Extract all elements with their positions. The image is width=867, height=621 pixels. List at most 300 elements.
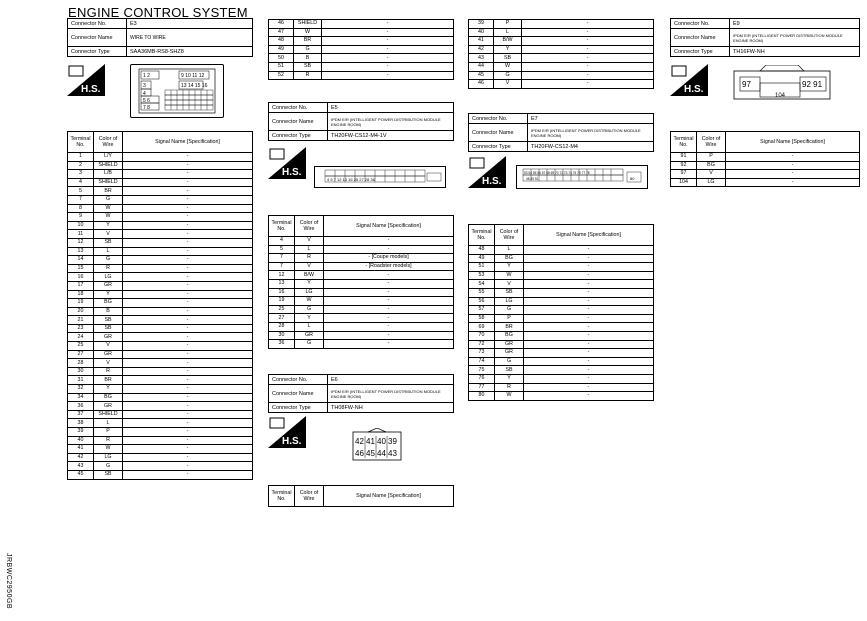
table-row: [469, 366, 654, 375]
signal-cell: - [Roadster models]: [324, 262, 454, 271]
terminal-cell: 72: [469, 340, 495, 349]
table-row: [671, 170, 860, 179]
table-row: [68, 367, 253, 376]
color-cell: V: [295, 237, 324, 246]
terminal-cell: 45: [469, 71, 494, 80]
table-row: [68, 307, 253, 316]
signal-header: Signal Name [Specification]: [324, 486, 454, 507]
harness-side-icon: [468, 156, 506, 188]
color-cell: BG: [94, 393, 123, 402]
signal-cell: -: [123, 238, 253, 247]
table-row: [269, 322, 454, 331]
signal-cell: -: [123, 221, 253, 230]
color-cell: LG: [295, 288, 324, 297]
color-cell: Y: [495, 263, 524, 272]
connector-no-value: E6: [328, 375, 454, 385]
signal-cell: -: [123, 453, 253, 462]
terminal-header: Terminal No.: [671, 132, 697, 153]
connector-name-label: Connector Name: [269, 385, 328, 403]
color-cell: SB: [494, 54, 522, 63]
table-row: [68, 436, 253, 445]
terminal-cell: 18: [68, 290, 94, 299]
color-cell: G: [494, 71, 522, 80]
color-cell: SB: [94, 324, 123, 333]
signal-cell: -: [123, 195, 253, 204]
color-cell: V: [94, 342, 123, 351]
table-row: [68, 299, 253, 308]
terminal-cell: 20: [68, 307, 94, 316]
terminal-cell: 58: [469, 314, 495, 323]
table-row: [68, 376, 253, 385]
terminal-cell: 48: [469, 246, 495, 255]
connector-e5-face: [314, 166, 446, 188]
table-row: [68, 273, 253, 282]
connector-no-value: E9: [730, 19, 860, 29]
signal-cell: -: [123, 316, 253, 325]
signal-cell: -: [522, 20, 654, 29]
signal-cell: -: [524, 288, 654, 297]
svg-text:39: 39: [388, 437, 397, 446]
signal-cell: -: [522, 62, 654, 71]
color-cell: W: [94, 445, 123, 454]
signal-cell: -: [324, 322, 454, 331]
table-row: [68, 161, 253, 170]
connector-e9-pin-table: [670, 131, 860, 187]
connector-e3-pin-table: [67, 131, 253, 480]
color-cell: L: [94, 419, 123, 428]
color-cell: W: [495, 271, 524, 280]
color-cell: G: [295, 305, 324, 314]
table-row: [469, 271, 654, 280]
color-cell: L: [295, 322, 324, 331]
terminal-cell: 7: [269, 262, 295, 271]
signal-cell: -: [726, 170, 860, 179]
color-cell: Y: [94, 385, 123, 394]
table-row: [469, 263, 654, 272]
signal-cell: -: [123, 324, 253, 333]
svg-text:9 10 11 12: 9 10 11 12: [181, 73, 205, 79]
color-cell: Y: [494, 45, 522, 54]
table-row: [269, 62, 454, 71]
color-cell: G: [94, 256, 123, 265]
terminal-cell: 24: [68, 333, 94, 342]
signal-cell: -: [324, 279, 454, 288]
table-row: [469, 280, 654, 289]
color-cell: V: [494, 80, 522, 89]
terminal-cell: 92: [671, 161, 697, 170]
signal-cell: -: [524, 366, 654, 375]
color-cell: BG: [495, 331, 524, 340]
terminal-cell: 13: [269, 279, 295, 288]
table-row: [68, 170, 253, 179]
terminal-cell: 4: [269, 237, 295, 246]
terminal-cell: 17: [68, 281, 94, 290]
table-row: [469, 306, 654, 315]
connector-e6-face: [352, 428, 402, 462]
connector-type-label: Connector Type: [269, 131, 328, 141]
terminal-cell: 91: [671, 153, 697, 162]
terminal-cell: 75: [469, 366, 495, 375]
connector-type-label: Connector Type: [469, 142, 528, 152]
table-row: [68, 428, 253, 437]
signal-cell: -: [524, 383, 654, 392]
table-row: [671, 161, 860, 170]
color-cell: V: [697, 170, 726, 179]
hs-label: H.S.: [282, 167, 302, 178]
signal-cell: -: [123, 342, 253, 351]
svg-text:45: 45: [366, 449, 375, 458]
color-cell: SHIELD: [94, 410, 123, 419]
color-cell: GR: [94, 350, 123, 359]
signal-cell: -: [123, 385, 253, 394]
terminal-cell: 69: [469, 323, 495, 332]
color-cell: P: [495, 314, 524, 323]
color-cell: W: [94, 213, 123, 222]
terminal-cell: 80: [469, 392, 495, 401]
table-row: [469, 288, 654, 297]
signal-cell: -: [524, 306, 654, 315]
signal-cell: -: [123, 367, 253, 376]
color-cell: R: [94, 436, 123, 445]
color-cell: Y: [295, 279, 324, 288]
table-row: [469, 54, 654, 63]
connector-e7-face: [516, 165, 648, 189]
hs-label: H.S.: [482, 176, 502, 187]
color-cell: LG: [94, 453, 123, 462]
table-row: [269, 262, 454, 271]
color-cell: W: [94, 204, 123, 213]
color-cell: R: [94, 367, 123, 376]
terminal-cell: 46: [469, 80, 494, 89]
terminal-cell: 19: [269, 297, 295, 306]
terminal-cell: 8: [68, 204, 94, 213]
signal-cell: -: [524, 271, 654, 280]
signal-cell: -: [123, 170, 253, 179]
table-row: [68, 333, 253, 342]
svg-text:41: 41: [366, 437, 375, 446]
signal-cell: -: [524, 263, 654, 272]
signal-cell: -: [324, 314, 454, 323]
page-title: ENGINE CONTROL SYSTEM: [68, 5, 248, 20]
signal-cell: -: [522, 54, 654, 63]
table-row: [269, 340, 454, 349]
table-row: [469, 246, 654, 255]
terminal-cell: 5: [269, 245, 295, 254]
svg-text:42: 42: [355, 437, 364, 446]
signal-cell: -: [524, 349, 654, 358]
svg-text:13 14 15 16: 13 14 15 16: [181, 83, 208, 89]
terminal-cell: 36: [68, 402, 94, 411]
signal-cell: -: [123, 230, 253, 239]
table-row: [269, 271, 454, 280]
signal-cell: -: [322, 45, 454, 54]
signal-cell: -: [726, 161, 860, 170]
color-cell: B: [294, 54, 322, 63]
table-row: [269, 28, 454, 37]
terminal-cell: 10: [68, 221, 94, 230]
signal-cell: -: [123, 264, 253, 273]
connector-no-label: Connector No.: [68, 19, 127, 29]
table-row: [269, 279, 454, 288]
signal-cell: -: [123, 436, 253, 445]
color-cell: BG: [697, 161, 726, 170]
table-row: [269, 237, 454, 246]
terminal-cell: 40: [68, 436, 94, 445]
svg-text:46: 46: [355, 449, 364, 458]
connector-type-value: TH20FW-CS12-M4: [528, 142, 654, 152]
connector-e3-info: [67, 18, 253, 57]
color-cell: BR: [294, 37, 322, 46]
color-header: Color of Wire: [495, 225, 524, 246]
table-row: [269, 288, 454, 297]
harness-side-icon: [268, 416, 306, 448]
signal-cell: -: [123, 445, 253, 454]
color-cell: V: [495, 280, 524, 289]
signal-cell: -: [524, 331, 654, 340]
color-cell: LG: [495, 297, 524, 306]
table-row: [469, 37, 654, 46]
connector-e3-face: [130, 64, 224, 118]
signal-cell: -: [322, 20, 454, 29]
connector-name-label: Connector Name: [269, 113, 328, 131]
table-row: [68, 195, 253, 204]
terminal-cell: 50: [269, 54, 294, 63]
terminal-cell: 23: [68, 324, 94, 333]
color-cell: SB: [94, 316, 123, 325]
terminal-header: Terminal No.: [269, 216, 295, 237]
signal-cell: -: [123, 419, 253, 428]
table-row: [671, 178, 860, 187]
color-cell: R: [295, 254, 324, 263]
svg-text:1 2: 1 2: [143, 73, 150, 79]
color-cell: GR: [94, 333, 123, 342]
table-row: [269, 245, 454, 254]
table-row: [269, 254, 454, 263]
table-row: [469, 323, 654, 332]
color-cell: B/W: [295, 271, 324, 280]
signal-cell: -: [726, 178, 860, 187]
table-row: [68, 281, 253, 290]
terminal-cell: 49: [469, 254, 495, 263]
signal-cell: -: [123, 410, 253, 419]
signal-header: Signal Name [Specification]: [726, 132, 860, 153]
color-cell: R: [94, 264, 123, 273]
terminal-cell: 39: [68, 428, 94, 437]
terminal-cell: 39: [469, 20, 494, 29]
svg-text:97: 97: [742, 80, 751, 89]
signal-cell: -: [524, 246, 654, 255]
signal-cell: -: [123, 299, 253, 308]
signal-cell: -: [522, 45, 654, 54]
terminal-cell: 38: [68, 419, 94, 428]
table-row: [68, 213, 253, 222]
terminal-cell: 19: [68, 299, 94, 308]
terminal-cell: 11: [68, 230, 94, 239]
terminal-cell: 54: [469, 280, 495, 289]
color-cell: G: [495, 306, 524, 315]
color-cell: BR: [94, 187, 123, 196]
svg-text:43: 43: [388, 449, 397, 458]
svg-text:7 8: 7 8: [143, 105, 150, 111]
color-header: Color of Wire: [295, 486, 324, 507]
terminal-cell: 40: [469, 28, 494, 37]
table-row: [68, 316, 253, 325]
color-header: Color of Wire: [697, 132, 726, 153]
color-cell: SB: [495, 288, 524, 297]
signal-cell: -: [123, 247, 253, 256]
signal-cell: -: [524, 340, 654, 349]
signal-cell: -: [123, 256, 253, 265]
table-row: [469, 357, 654, 366]
terminal-cell: 21: [68, 316, 94, 325]
table-row: [68, 324, 253, 333]
terminal-cell: 14: [68, 256, 94, 265]
table-row: [68, 385, 253, 394]
signal-cell: -: [123, 178, 253, 187]
table-row: [68, 264, 253, 273]
terminal-cell: 51: [469, 263, 495, 272]
terminal-cell: 16: [269, 288, 295, 297]
table-row: [68, 221, 253, 230]
table-row: [469, 383, 654, 392]
color-cell: L/Y: [94, 153, 123, 162]
connector-type-value: TH08FW-NH: [328, 403, 454, 413]
connector-type-value: SAA36MB-RS8-SHZ8: [127, 47, 253, 57]
terminal-cell: 7: [68, 195, 94, 204]
terminal-cell: 77: [469, 383, 495, 392]
connector-name-label: Connector Name: [469, 124, 528, 142]
terminal-cell: 30: [68, 367, 94, 376]
signal-cell: -: [524, 323, 654, 332]
table-row: [68, 402, 253, 411]
terminal-cell: 30: [269, 331, 295, 340]
terminal-cell: 15: [68, 264, 94, 273]
signal-header: Signal Name [Specification]: [324, 216, 454, 237]
terminal-cell: 43: [68, 462, 94, 471]
table-row: [671, 153, 860, 162]
svg-text:53 54 55 56 57 58 69 70 72 7: 53 54 55 56 57 58 69 70 72 73 74 75 76 77 78: [524, 171, 590, 175]
table-row: [269, 297, 454, 306]
harness-side-icon: [670, 64, 708, 96]
terminal-cell: 51: [269, 62, 294, 71]
table-row: [469, 254, 654, 263]
terminal-cell: 45: [68, 470, 94, 479]
color-cell: W: [294, 28, 322, 37]
connector-e9-info: [670, 18, 860, 57]
signal-cell: -: [123, 153, 253, 162]
table-row: [68, 410, 253, 419]
color-cell: GR: [295, 331, 324, 340]
color-cell: P: [94, 428, 123, 437]
connector-e3-pin-table-cont: [268, 19, 454, 80]
svg-text:3: 3: [143, 83, 146, 89]
connector-no-label: Connector No.: [269, 103, 328, 113]
signal-cell: -: [123, 161, 253, 170]
color-cell: GR: [94, 281, 123, 290]
table-row: [68, 238, 253, 247]
svg-text:5 6: 5 6: [143, 98, 150, 104]
table-row: [68, 359, 253, 368]
connector-type-value: TH20FW-CS12-M4-1V: [328, 131, 454, 141]
color-cell: B: [94, 307, 123, 316]
terminal-cell: 16: [68, 273, 94, 282]
table-row: [469, 392, 654, 401]
signal-cell: -: [524, 314, 654, 323]
signal-cell: -: [522, 80, 654, 89]
terminal-cell: 73: [469, 349, 495, 358]
terminal-cell: 53: [469, 271, 495, 280]
signal-cell: -: [123, 462, 253, 471]
signal-cell: -: [123, 393, 253, 402]
connector-e6-info: [268, 374, 454, 413]
terminal-cell: 5: [68, 187, 94, 196]
table-row: [269, 20, 454, 29]
connector-e5-info: [268, 102, 454, 141]
signal-cell: -: [522, 71, 654, 80]
connector-no-label: Connector No.: [671, 19, 730, 29]
svg-text:92 91: 92 91: [802, 80, 823, 89]
connector-name-value: IPDM E/R (INTELLIGENT POWER DISTRIBUTION MODULE ENGINE ROOM): [528, 124, 654, 142]
terminal-cell: 9: [68, 213, 94, 222]
terminal-header: Terminal No.: [68, 132, 94, 153]
connector-e6-pin-table: [268, 485, 454, 507]
table-row: [68, 178, 253, 187]
signal-cell: -: [123, 213, 253, 222]
connector-e6-rows-table: [468, 19, 654, 89]
signal-cell: -: [123, 290, 253, 299]
terminal-cell: 56: [469, 297, 495, 306]
color-cell: SHIELD: [94, 178, 123, 187]
color-cell: V: [94, 230, 123, 239]
color-cell: G: [495, 357, 524, 366]
table-row: [68, 470, 253, 479]
signal-cell: -: [123, 273, 253, 282]
color-cell: GR: [94, 402, 123, 411]
terminal-cell: 104: [671, 178, 697, 187]
terminal-cell: 37: [68, 410, 94, 419]
connector-name-value: IPDM E/R (INTELLIGENT POWER DISTRIBUTION MODULE ENGINE ROOM): [328, 385, 454, 403]
connector-no-value: E7: [528, 114, 654, 124]
table-row: [469, 374, 654, 383]
terminal-cell: 97: [671, 170, 697, 179]
table-row: [68, 290, 253, 299]
signal-cell: -: [324, 245, 454, 254]
color-cell: BR: [94, 376, 123, 385]
terminal-cell: 3: [68, 170, 94, 179]
color-cell: SHIELD: [94, 161, 123, 170]
terminal-cell: 4: [68, 178, 94, 187]
table-row: [68, 247, 253, 256]
terminal-cell: 41: [68, 445, 94, 454]
connector-e9-face: [730, 65, 834, 101]
table-row: [68, 419, 253, 428]
signal-cell: -: [726, 153, 860, 162]
table-row: [269, 54, 454, 63]
signal-cell: -: [324, 271, 454, 280]
terminal-cell: 70: [469, 331, 495, 340]
svg-text:44: 44: [377, 449, 386, 458]
terminal-cell: 28: [68, 359, 94, 368]
table-row: [68, 453, 253, 462]
hs-label: H.S.: [684, 84, 704, 95]
color-cell: SB: [94, 238, 123, 247]
signal-cell: -: [522, 28, 654, 37]
terminal-cell: 7: [269, 254, 295, 263]
terminal-cell: 31: [68, 376, 94, 385]
signal-cell: -: [322, 54, 454, 63]
connector-no-label: Connector No.: [269, 375, 328, 385]
table-row: [68, 153, 253, 162]
